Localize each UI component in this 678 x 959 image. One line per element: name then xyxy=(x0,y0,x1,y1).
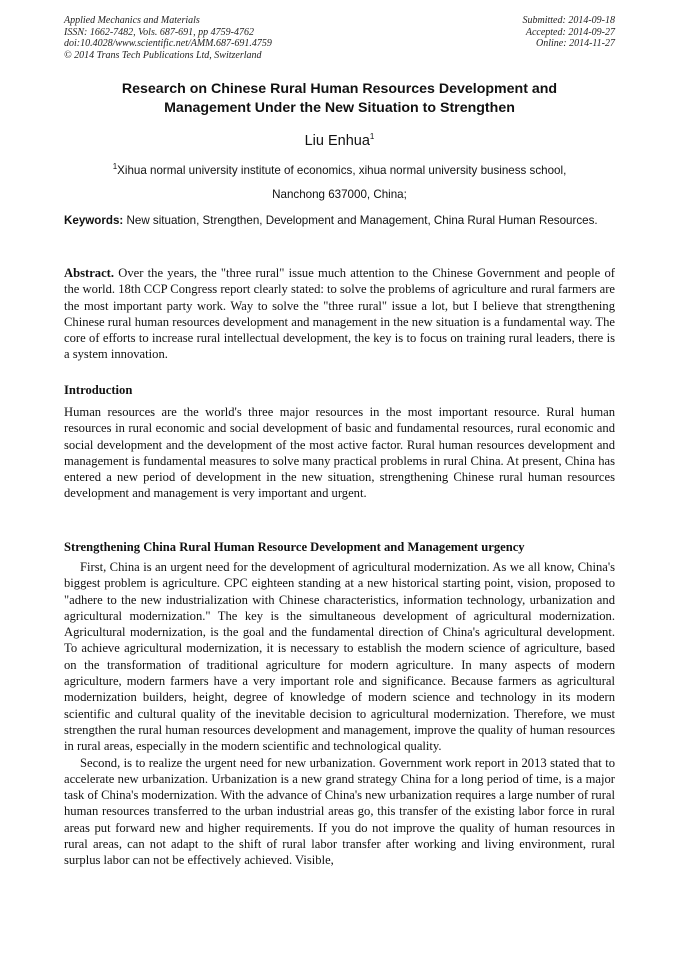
abstract-text: Over the years, the "three rural" issue much attention to the Chinese Government and people of the world. 18th CCP Congress report clearly stated: to solve the problems of agriculture and rural farmers are the most important party work. Way to solve the "three rural" issue a lot, but I believe that strengthening Chinese rural human resources development and management in the new situation is a fundamental way. The core of efforts to increase rural intellectual development, the key is to focus on training rural leaders, there is a system innovation. xyxy=(64,266,615,362)
journal-doi: doi:10.4028/www.scientific.net/AMM.687-691.4759 xyxy=(64,38,272,49)
affiliation xyxy=(64,155,615,207)
submission-dates xyxy=(523,15,616,50)
affiliation-superscript: 1 xyxy=(112,162,118,171)
journal-issn: ISSN: 1662-7482, Vols. 687-691, pp 4759-4762 xyxy=(64,26,254,38)
online-date: Online: 2014-11-27 xyxy=(536,38,615,49)
affiliation-line-2: Nanchong 637000, China; xyxy=(272,187,407,201)
introduction-paragraph: Human resources are the world's three major resources in the most important resource. Rural human resources in rural economic and social development of basic and fundamental resources, rural economic and social development and the development of the most active factor. Rural human resources development and management is fundamental measures to solve many practical problems in rural China. At present, China has entered a new period of development in the new situation, strengthening Chinese rural human resources development and management is very important and urgent. xyxy=(64,405,615,501)
author-superscript: 1 xyxy=(369,132,375,141)
journal-info xyxy=(64,15,272,61)
journal-copyright: © 2014 Trans Tech Publications Ltd, Switzerland xyxy=(64,49,262,61)
author xyxy=(64,132,615,149)
keywords-text: New situation, Strengthen, Development and Management, China Rural Human Resources. xyxy=(123,214,598,227)
keywords-label: Keywords: xyxy=(64,214,124,227)
journal-name: Applied Mechanics and Materials xyxy=(64,15,200,26)
urgency-section xyxy=(64,559,615,869)
paper-title xyxy=(64,80,615,118)
keywords xyxy=(64,213,615,228)
accepted-date: Accepted: 2014-09-27 xyxy=(525,26,615,38)
section-heading-urgency: Strengthening China Rural Human Resource Development and Management urgency xyxy=(64,540,525,554)
author-name: Liu Enhua xyxy=(304,132,370,149)
title-line-2: Management Under the New Situation to Strengthen xyxy=(164,100,515,116)
section-heading-introduction: Introduction xyxy=(64,383,133,397)
submitted-date: Submitted: 2014-09-18 xyxy=(522,15,615,26)
abstract-label: Abstract. xyxy=(64,266,115,280)
abstract xyxy=(64,265,615,363)
urgency-paragraph-2: Second, is to realize the urgent need for new urbanization. Government work report in 2013 stated that to accelerate new urbanization. Urbanization is a new grand strategy China for a long period of time, is a major task of China's modernization. With the advance of China's new urbanization requires a large number of rural human resources transferred to the urban industrial areas go, this transfer of the existing labor force in rural areas put forward new and higher requirements. If you do not improve the quality of human resources in rural areas, can not adapt to the shift of rural labor transfer after working and living environment, rural surplus labor can not be effectively achieved. Visible, xyxy=(64,755,615,868)
title-line-1: Research on Chinese Rural Human Resources Development and xyxy=(121,81,558,97)
urgency-paragraph-1: First, China is an urgent need for the development of agricultural modernization. As we all know, China's biggest problem is agriculture. CPC eighteen standing at a new historical starting point, vision, proposed to "adhere to the new industrialization with Chinese characteristics, information technology, urbanization and agricultural modernization." The key is the simultaneous development of agricultural modernization. Agricultural modernization, is the goal and the fundamental direction of China's agricultural development. To achieve agricultural modernization, it is necessary to establish the modern science of agriculture, based on the transformation of traditional agriculture for modern agriculture. In many aspects of modern agriculture, modern farmers have a very important role and significance. Because farmers as agricultural modernization builders, height, degree of knowledge of modern science and technology in its modern scientific and cultural quality of the inevitable decision to agricultural modernization. Therefore, we must strengthen the rural human resources development and management, improve the quality of human resources in rural areas, especially in the modern scientific and technological quality. xyxy=(64,560,615,754)
affiliation-line-1: Xihua normal university institute of economics, xihua normal university business school, xyxy=(117,163,567,177)
